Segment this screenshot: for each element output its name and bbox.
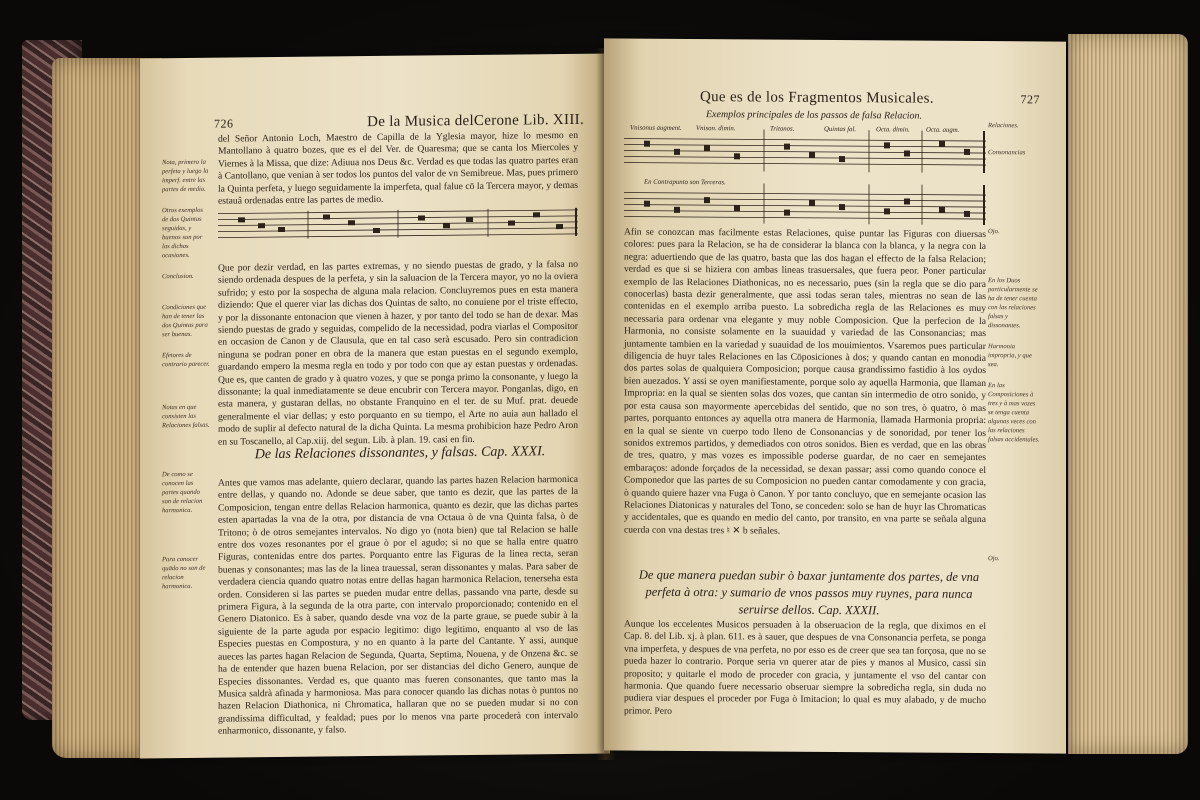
chapter-heading-32: De que manera puedan subir ò baxar juntamente dos partes, de vna perfeta à otra: y sumario de vnos passos muy ruynes, para nunca seruirse dellos. Cap. XXXII. [638,567,980,618]
margin-note: Condiciones que han de tener las dos Quintas para ser buenas. [162,303,208,339]
staff-label: Octa. augm. [926,126,960,134]
right-margin-notes [988,121,1040,575]
right-page [604,38,1066,753]
chapter-heading-31: De las Relaciones dissonantes, y falsas. Cap. XXXI. [254,444,546,463]
margin-note: Conclusion. [162,272,194,281]
music-staff-example [218,204,578,256]
margin-note: De como se conocen las partes quando son de relacion harmonica. [162,470,203,515]
right-running-head [700,89,1040,108]
left-body-top: del Señor Antonio Loch, Maestro de Capilla de la Yglesia mayor, hize lo mesmo en Mantollano à quatro bozes, que es el del Ver. de Quaresma; que se canta los Miercoles y Viernes à la Missa, que dize: Adiuua nos Deus &c. Verdad es que todas las quatro partes eran à Cantollano, que venian à ser todos los puntos del valor de vn Semibreue. Mas, pues primero la Quinta perfeta, y luego seguidamente la imperfeta, qual falue cō la Tercera mayor, y demas estauâ ordenadas entre las partes de medio. [218,129,578,207]
staff-label: Vnisonus augment. [630,124,682,132]
left-running-title: De la Musica delCerone Lib. XIII. [367,111,584,131]
staff-label: Quintas fal. [824,125,857,134]
right-page-number: 727 [1020,92,1040,107]
left-margin-notes [162,158,210,604]
margin-note: En las Composiciones à tres y à mas vozes se tenga cuenta algunas veces con las relaciones falsas accidentales. [988,382,1040,444]
right-body-top: Afin se conozcan mas facilmente estas Relaciones, quise puntar las Figuras con diuersas colores: pues para la Relacion, se ha de considerar la blanca con la blanca, y la negra con la negra: aduertiendo que de las quatro, basta que las dos hagan el effecto de la falsa Relacion; verdad es que si se hiziera con ambas lineas trasuersales, que fuera peor. Poner particular exemplo de las Relaciones Diathonicas, no es necessario, pues (sin la regla que se dio para conocerlas) basta dezir generalmente, que assi todas seran tales, mientras no sean de las contenidas en el exemplo arriba puesto. La sobredicha regla de las Relaciones es muy necessaria para ordenar vna elegante y muy noble Composicion. Que la perfecion de la Harmonia, no consiste solamente en la suauidad y variedad de las Consonancias; mas juntamente tambien en la variedad y suauidad de los mouimientos. Vsaremos pues particular diligencia de huyr tales Relaciones en las Cōposiciones à dos; y quando cantan en monodia dos partes solas de qualquiera Composicion; porque causa grandissimo fastidio à los oydos bien auezados. Y assi se oyen manifiestamente, porque solo ay aquella Harmonia, que llaman Impropria: en la qual se sienten solas dos vozes, que cantan sin intermedio de otro sonido, y por esta causa son mayormente apercebidas del sentido, que no son tres, ò quatro, ò mas partes, porquanto entonces ay aquella otra manera de Harmonia, llamada Harmonia propria: en la qual se siente vn cuerpo todo lleno de Consonancias y de sonoridad, por tener los sonidos extremos partidos, y demediados con otros sonidos. Bien es verdad, que en las obras de tres, quatro, y mas vozes es impossible poderse guardar, de no caer en semejantes embaraços: adonde forçados de la necessidad, se dexan passar; assi como quando conoce el Componedor que las partes de su Composicion no pueden cantar comodamente y con gracia, ò quando quiere hazer vna Fuga ò Canon. Y por tanto concluyo, que en semejante ocasion las Relaciones Diatonicas y naturales del Tono, se conceden: solo se han de huyr las Chromaticas y accidentales, que es quando en medio del canto, por transito, en vna parte se señala alguna cuerda con vna destas tres ♮ ✕ b señales. [624,226,986,537]
margin-note: Ojo. [988,228,1000,236]
right-running-title: Que es de los Fragmentos Musicales. [700,89,934,107]
margin-note: Relaciones. [988,122,1019,130]
margin-note: Harmonia impropria, y que sea. [988,343,1032,369]
margin-note: Para conocer quādo no son de relacion harmonica. [162,555,206,591]
examples-heading: Exemplos principales de los passos de falsa Relacion. [705,109,923,122]
left-page-number: 726 [214,116,234,131]
left-page [140,54,610,759]
staff-label: Vnison. dimin. [696,125,736,133]
left-body-bottom: Antes que vamos mas adelante, quiero declarar, quando las partes hazen Relacion harmonica entre dellas, y quando no. Adonde se deue saber, que tanto es dezir, que las partes de la Composicion, tengan entre dellas Relacion harmonica, quanto es dezir, que las dichas partes esten apartadas la vna de la otra, por distancia de vna Octaua ò de vna Quinta falsa, ò de Tritono; ò de otros semejantes intervalos. No digo yo (nota bien) que tal Relacion se halle entre dos vozes resonantes por el graue ò por el agudo; si no que se halla entre quatro Figuras, contenidas entre dos partes. Porquanto entre las Figuras de la linea recta, seran buenas y consonantes; mas las de la linea trauessal, seran dissonantes y malas. Para saber de verdadera ciencia quando quatro notas entre dellas hagan harmonica Relacion, tenerseha esta orden. Consideren si las partes se pueden mudar entre dellas, passando vna parte, desde su primera Figura, à la segunda de la otra parte, con intervalo proporcionado; contenido en el Genero Diatonico. Es à saber, quando desde vna voz de la parte graue, se puede subir à la siguiente de la parte aguda por espacio legitimo: digo legitimo, enquanto al vso de las Especies puestas en Compostura, y no en quanto à la parte del Cantante. Y assi, aunque aueces las partes hagan Relacion de Segunda, Quarta, Septima, Nouena, y de Onzena &c. se ha de entender que hazen buena Relacion, por ser distancias del dicho Genero, aunque de Especies dissonantes. Verdad es, que quanto mas fueren consonantes, que tanto mas la Musica saldrà afinada y harmoniosa. Mas para conocer quando las dichas notas ò puntos no hazen Relacion Diathonica, ni Chromatica, hallaran que no se pueden mudar si no con grandissima difficultad, y fealdad; pues por lo menos vna parte procederà con intervalo enharmonico, dissonante, y falso. [218,473,578,737]
margin-note: Otros exemplos de dos Quintas seguidas, y buenos son por las dichas ocasiones. [162,206,203,260]
margin-note: En los Duos particularmente se ha de tener cuenta con las relaciones falsas y dissonantes. [988,277,1038,330]
left-body-middle: Que por dezir verdad, en las partes extremas, y no siendo puestas de grado, y la falsa no siendo ordenada despues de la perfeta, y sin la saluacion de la Tercera mayor, yo no la oviera sufrido; y esto por la sospecha de alguna mala relacion. Concluyremos pues en esta manera diziendo: Que el querer viar las dichas dos Quintas de salto, no conuiene por el triste effecto, y por la dissonante entonacion que vienen à hazer, y por tanto del todo se han de dexar. Mas siendo puestas de grado y seguidas, compelido de la necessidad, podra viarlas el Compositor en occasion de Canon y de Clausula, que en tal caso serà escusado. Pero sin contradicion ninguna se podran poner en obra de la manera que estan puestas en el segundo exemplo, guardando empero la mesma regla en todo y por todo con que ay estan puestas y ordenadas. Que es, que canten de grado y à quatro vozes, y que se ponga primo la consonante, y luego la dissonante; la qual inmediatamente se deue encubrir con Tercera mayor. Ponganlas, digo, en esta manera, y gustaran dellas, no obstante Franquino en el ter. de su Muf. prat. deuede generalmente el viar dellas; y esto porquanto en su tiempo, el Arte no auia aun hallado el modo de suplir al defecto natural de la dicha Quinta. La mesma prohibicion haze Pedro Aron en su Toscanello, al Cap.xiij. del segun. Lib. à plan. 19. casi en fin. [218,258,578,448]
right-page-edges [1068,34,1188,754]
contrapunto-label: En Contrapunto son Terceras. [644,178,726,187]
margin-note: Nota, primero la perfeta y luego la imperf. entre las partes de medio. [162,158,209,194]
staff-label: Octa. dimin. [876,126,910,134]
margin-note: Consonancias [988,149,1026,157]
margin-note: Ojo. [988,555,1000,563]
margin-note: Efetores de contrario parecer. [162,351,210,369]
staff-label: Tritonos. [770,125,795,133]
right-body-bottom: Aunque los eccelentes Musicos persuaden à la obseruacion de la regla, que diximos en el Cap. 8. del Lib. xj. à plan. 611. es à sauer, que despues de vna Consonancia perfeta, se ponga vna imperfeta, y despues de vna perfeta, no por esso es de creer que sea tan forçosa, que no se pueda hazer lo contrario. Porque seria vn querer atar de pies y manos al Musico, cassi sin proposito; y quitarle el modo de proceder con gracia, y juntamente el vso del cantar con harmonia. Que quando fuere necessario obseruar siempre la sobredicha regla, sin duda no pudiera viar despues el proceder por Fuga ò Imitacion; lo qual es muy alabado, y de mucho primor. Pero [624,618,986,717]
margin-note: Notas en que consisten las Relaciones falsas. [162,403,210,430]
